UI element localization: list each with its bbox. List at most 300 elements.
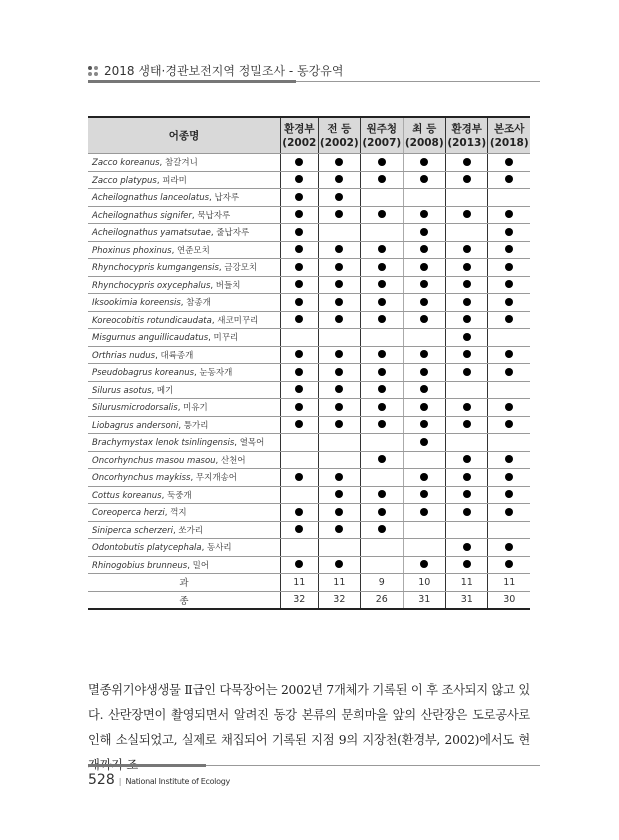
scientific-name: Phoxinus phoxinus	[92, 245, 172, 256]
korean-name: , 산천어	[215, 455, 246, 466]
presence-cell	[446, 171, 488, 189]
table-row	[88, 521, 530, 539]
presence-cell	[281, 241, 319, 259]
running-header-title: 2018 생태·경관보전지역 정밀조사 - 동강유역	[104, 64, 344, 78]
presence-dot-icon	[295, 263, 303, 271]
presence-cell	[488, 329, 530, 347]
presence-dot-icon	[335, 508, 343, 516]
presence-cell	[446, 539, 488, 557]
presence-cell	[488, 154, 530, 172]
presence-dot-icon	[295, 420, 303, 428]
scientific-name: Orthrias nudus	[92, 350, 156, 361]
presence-dot-icon	[463, 315, 471, 323]
species-name-cell	[88, 329, 281, 347]
presence-cell	[318, 329, 360, 347]
presence-cell	[446, 434, 488, 452]
presence-dot-icon	[463, 543, 471, 551]
column-header-source: 전 등 (2002)	[318, 117, 360, 154]
presence-dot-icon	[378, 315, 386, 323]
presence-cell	[403, 486, 445, 504]
presence-cell	[281, 416, 319, 434]
total-value: 11	[488, 574, 530, 592]
presence-cell	[446, 504, 488, 522]
species-name-cell	[88, 486, 281, 504]
presence-cell	[361, 364, 403, 382]
presence-cell	[488, 276, 530, 294]
presence-cell	[488, 486, 530, 504]
species-name-cell	[88, 434, 281, 452]
presence-cell	[318, 521, 360, 539]
presence-cell	[361, 486, 403, 504]
presence-cell	[488, 224, 530, 242]
presence-dot-icon	[295, 228, 303, 236]
presence-cell	[361, 539, 403, 557]
totals-row	[88, 574, 530, 592]
presence-cell	[281, 189, 319, 207]
table-row	[88, 364, 530, 382]
presence-cell	[446, 329, 488, 347]
species-name-cell	[88, 206, 281, 224]
presence-cell	[281, 381, 319, 399]
presence-cell	[403, 399, 445, 417]
scientific-name: Rhynchocypris kumgangensis	[92, 263, 219, 274]
presence-cell	[281, 504, 319, 522]
presence-dot-icon	[505, 298, 513, 306]
korean-name: , 밀어	[187, 560, 210, 571]
total-value: 31	[403, 591, 445, 609]
scientific-name: Koreocobitis rotundicaudata	[92, 315, 212, 326]
presence-cell	[318, 416, 360, 434]
presence-cell	[318, 469, 360, 487]
table-row	[88, 469, 530, 487]
presence-cell	[361, 504, 403, 522]
korean-name: , 퉁가리	[178, 420, 209, 431]
presence-cell	[281, 486, 319, 504]
column-header-source: 원주청 (2007)	[361, 117, 403, 154]
presence-dot-icon	[295, 280, 303, 288]
species-name-cell	[88, 521, 281, 539]
institute-name: National Institute of Ecology	[125, 777, 230, 786]
scientific-name: Coreoperca herzi	[92, 508, 165, 519]
presence-dot-icon	[378, 420, 386, 428]
presence-dot-icon	[335, 315, 343, 323]
species-name-cell	[88, 416, 281, 434]
presence-dot-icon	[335, 263, 343, 271]
presence-dot-icon	[378, 490, 386, 498]
presence-cell	[361, 189, 403, 207]
korean-name: , 묵납자루	[191, 210, 231, 221]
presence-cell	[488, 434, 530, 452]
presence-cell	[318, 556, 360, 574]
total-value: 32	[281, 591, 319, 609]
presence-cell	[446, 399, 488, 417]
table-row	[88, 294, 530, 312]
presence-dot-icon	[335, 525, 343, 533]
presence-cell	[403, 504, 445, 522]
presence-cell	[361, 399, 403, 417]
presence-dot-icon	[335, 280, 343, 288]
presence-cell	[446, 276, 488, 294]
presence-dot-icon	[378, 368, 386, 376]
column-header-source: 환경부 (2002	[281, 117, 319, 154]
presence-cell	[281, 469, 319, 487]
presence-dot-icon	[378, 385, 386, 393]
footer-rule-accent	[88, 764, 206, 767]
presence-dot-icon	[463, 350, 471, 358]
presence-dot-icon	[463, 263, 471, 271]
table-row	[88, 224, 530, 242]
scientific-name: Brachymystax lenok tsinlingensis	[92, 438, 235, 449]
presence-cell	[446, 381, 488, 399]
presence-cell	[281, 206, 319, 224]
presence-cell	[488, 416, 530, 434]
presence-dot-icon	[420, 438, 428, 446]
scientific-name: Pseudobagrus koreanus	[92, 368, 195, 379]
species-name-cell	[88, 259, 281, 277]
column-header-species: 어종명	[88, 117, 281, 154]
korean-name: , 동사리	[201, 543, 232, 554]
species-name-cell	[88, 381, 281, 399]
species-name-cell	[88, 539, 281, 557]
presence-dot-icon	[463, 490, 471, 498]
presence-dot-icon	[295, 350, 303, 358]
presence-cell	[361, 206, 403, 224]
presence-cell	[318, 171, 360, 189]
scientific-name: Silurus asotus	[92, 385, 152, 396]
scientific-name: Zacco platypus	[92, 175, 157, 186]
presence-cell	[361, 416, 403, 434]
presence-dot-icon	[420, 403, 428, 411]
presence-dot-icon	[420, 385, 428, 393]
table-row	[88, 171, 530, 189]
presence-cell	[318, 381, 360, 399]
presence-cell	[488, 346, 530, 364]
presence-cell	[446, 311, 488, 329]
species-name-cell	[88, 224, 281, 242]
scientific-name: Iksookimia koreensis	[92, 298, 181, 309]
totals-row	[88, 591, 530, 609]
presence-cell	[488, 469, 530, 487]
korean-name: , 피라미	[156, 175, 187, 186]
presence-dot-icon	[420, 315, 428, 323]
korean-name: , 둑중개	[161, 490, 192, 501]
footer-separator: |	[118, 777, 122, 786]
presence-cell	[446, 154, 488, 172]
presence-cell	[318, 311, 360, 329]
presence-dot-icon	[505, 263, 513, 271]
presence-dot-icon	[295, 175, 303, 183]
table-row	[88, 416, 530, 434]
presence-dot-icon	[505, 490, 513, 498]
presence-cell	[488, 364, 530, 382]
presence-dot-icon	[378, 525, 386, 533]
table-row	[88, 381, 530, 399]
korean-name: , 줄납자루	[210, 228, 250, 239]
presence-dot-icon	[505, 158, 513, 166]
presence-dot-icon	[295, 158, 303, 166]
total-value: 11	[281, 574, 319, 592]
korean-name: , 무지개송어	[190, 473, 237, 484]
korean-name: , 열목어	[234, 438, 265, 449]
scientific-name: Odontobutis platycephala	[92, 543, 202, 554]
presence-cell	[361, 241, 403, 259]
presence-cell	[403, 224, 445, 242]
presence-dot-icon	[505, 368, 513, 376]
species-name-cell	[88, 189, 281, 207]
table-row	[88, 259, 530, 277]
korean-name: , 버들치	[210, 280, 241, 291]
presence-dot-icon	[463, 333, 471, 341]
presence-cell	[361, 434, 403, 452]
presence-cell	[446, 224, 488, 242]
scientific-name: Rhynchocypris oxycephalus	[92, 280, 211, 291]
presence-dot-icon	[463, 403, 471, 411]
presence-dot-icon	[420, 490, 428, 498]
presence-cell	[403, 259, 445, 277]
presence-cell	[403, 539, 445, 557]
header-rule-accent	[88, 80, 296, 83]
table-row	[88, 504, 530, 522]
presence-dot-icon	[505, 543, 513, 551]
presence-cell	[318, 241, 360, 259]
presence-cell	[403, 154, 445, 172]
presence-cell	[361, 521, 403, 539]
column-header-source: 본조사 (2018)	[488, 117, 530, 154]
presence-dot-icon	[420, 245, 428, 253]
presence-cell	[281, 224, 319, 242]
presence-cell	[361, 451, 403, 469]
bullet-dots-icon	[88, 66, 98, 76]
presence-dot-icon	[463, 508, 471, 516]
presence-dot-icon	[463, 368, 471, 376]
presence-cell	[281, 276, 319, 294]
presence-cell	[403, 364, 445, 382]
korean-name: , 미꾸리	[208, 333, 239, 344]
presence-dot-icon	[463, 473, 471, 481]
table-row	[88, 346, 530, 364]
species-name-cell	[88, 399, 281, 417]
table-row	[88, 539, 530, 557]
presence-cell	[446, 259, 488, 277]
presence-dot-icon	[335, 193, 343, 201]
presence-dot-icon	[505, 508, 513, 516]
presence-dot-icon	[378, 280, 386, 288]
table-row	[88, 241, 530, 259]
presence-dot-icon	[378, 210, 386, 218]
korean-name: , 참종개	[180, 298, 211, 309]
body-paragraph: 멸종위기야생생물 Ⅱ급인 다묵장어는 2002년 7개체가 기록된 이 후 조사되지 않고 있다. 산란장면이 촬영되면서 알려진 동강 본류의 문희마을 앞의 산란장은 도로공사로 인해 소실되었고, 실제로 채집되어 기록된 지점 9의 지장천(환경부, 2002)에서도 현	[88, 683, 530, 747]
presence-dot-icon	[335, 158, 343, 166]
scientific-name: Acheilognathus lanceolatus	[92, 193, 210, 204]
presence-cell	[488, 294, 530, 312]
presence-dot-icon	[295, 560, 303, 568]
column-header-source: 최 등 (2008)	[403, 117, 445, 154]
presence-cell	[488, 241, 530, 259]
fish-species-table	[88, 116, 530, 610]
presence-dot-icon	[295, 508, 303, 516]
presence-cell	[403, 329, 445, 347]
presence-cell	[281, 556, 319, 574]
presence-dot-icon	[378, 245, 386, 253]
species-name-cell	[88, 241, 281, 259]
presence-cell	[488, 311, 530, 329]
totals-label: 과	[88, 574, 281, 592]
presence-cell	[488, 399, 530, 417]
presence-cell	[318, 504, 360, 522]
presence-dot-icon	[420, 175, 428, 183]
presence-cell	[403, 171, 445, 189]
presence-cell	[488, 189, 530, 207]
korean-name: , 미유기	[177, 403, 208, 414]
presence-cell	[318, 259, 360, 277]
total-value: 30	[488, 591, 530, 609]
running-header	[88, 62, 343, 79]
presence-dot-icon	[505, 473, 513, 481]
presence-dot-icon	[420, 158, 428, 166]
presence-cell	[281, 364, 319, 382]
presence-cell	[446, 294, 488, 312]
presence-dot-icon	[378, 350, 386, 358]
table-row	[88, 329, 530, 347]
presence-cell	[403, 241, 445, 259]
presence-dot-icon	[420, 210, 428, 218]
presence-dot-icon	[335, 350, 343, 358]
presence-dot-icon	[335, 490, 343, 498]
total-value: 11	[318, 574, 360, 592]
presence-cell	[361, 294, 403, 312]
totals-label: 종	[88, 591, 281, 609]
table-header-row	[88, 117, 530, 154]
presence-cell	[446, 364, 488, 382]
presence-cell	[281, 399, 319, 417]
presence-dot-icon	[335, 403, 343, 411]
presence-cell	[281, 539, 319, 557]
presence-dot-icon	[378, 263, 386, 271]
presence-cell	[403, 451, 445, 469]
presence-cell	[488, 539, 530, 557]
presence-cell	[488, 451, 530, 469]
species-name-cell	[88, 311, 281, 329]
presence-cell	[318, 399, 360, 417]
presence-cell	[403, 434, 445, 452]
presence-dot-icon	[505, 228, 513, 236]
presence-cell	[318, 189, 360, 207]
presence-cell	[488, 259, 530, 277]
presence-dot-icon	[295, 525, 303, 533]
presence-dot-icon	[378, 508, 386, 516]
presence-cell	[361, 556, 403, 574]
presence-cell	[281, 171, 319, 189]
presence-dot-icon	[295, 473, 303, 481]
species-name-cell	[88, 364, 281, 382]
presence-cell	[403, 206, 445, 224]
korean-name: , 쏘가리	[172, 525, 204, 536]
presence-dot-icon	[505, 175, 513, 183]
presence-dot-icon	[463, 298, 471, 306]
presence-dot-icon	[420, 560, 428, 568]
presence-cell	[361, 276, 403, 294]
presence-dot-icon	[420, 298, 428, 306]
presence-cell	[403, 469, 445, 487]
presence-cell	[488, 556, 530, 574]
presence-dot-icon	[295, 403, 303, 411]
presence-cell	[361, 259, 403, 277]
presence-dot-icon	[463, 210, 471, 218]
presence-dot-icon	[420, 473, 428, 481]
presence-dot-icon	[505, 350, 513, 358]
presence-dot-icon	[420, 508, 428, 516]
presence-cell	[318, 434, 360, 452]
presence-cell	[488, 381, 530, 399]
total-value: 32	[318, 591, 360, 609]
presence-cell	[318, 154, 360, 172]
presence-dot-icon	[420, 350, 428, 358]
korean-name: , 참갈겨니	[159, 158, 198, 169]
presence-dot-icon	[505, 420, 513, 428]
presence-cell	[488, 521, 530, 539]
presence-cell	[318, 294, 360, 312]
presence-cell	[361, 171, 403, 189]
korean-name: , 눈동자개	[194, 368, 233, 379]
presence-dot-icon	[463, 420, 471, 428]
presence-dot-icon	[505, 403, 513, 411]
presence-cell	[281, 294, 319, 312]
presence-cell	[281, 451, 319, 469]
presence-dot-icon	[378, 298, 386, 306]
table-row	[88, 451, 530, 469]
presence-cell	[446, 486, 488, 504]
presence-dot-icon	[335, 385, 343, 393]
presence-dot-icon	[463, 175, 471, 183]
page-number: 528	[88, 772, 115, 788]
table-row	[88, 189, 530, 207]
presence-dot-icon	[295, 210, 303, 218]
scientific-name: Siniperca scherzeri	[92, 525, 173, 536]
table-row	[88, 154, 530, 172]
scientific-name: Liobagrus andersoni	[92, 420, 179, 431]
presence-cell	[446, 451, 488, 469]
presence-cell	[446, 556, 488, 574]
presence-dot-icon	[295, 298, 303, 306]
presence-cell	[403, 311, 445, 329]
presence-cell	[446, 189, 488, 207]
table-row	[88, 486, 530, 504]
presence-dot-icon	[295, 245, 303, 253]
presence-cell	[318, 206, 360, 224]
presence-cell	[281, 259, 319, 277]
total-value: 26	[361, 591, 403, 609]
presence-cell	[361, 329, 403, 347]
presence-cell	[403, 276, 445, 294]
presence-dot-icon	[505, 280, 513, 288]
species-name-cell	[88, 154, 281, 172]
presence-cell	[446, 206, 488, 224]
presence-cell	[361, 154, 403, 172]
presence-dot-icon	[463, 158, 471, 166]
total-value: 10	[403, 574, 445, 592]
presence-cell	[403, 521, 445, 539]
presence-dot-icon	[378, 158, 386, 166]
scientific-name: Silurusmicrodorsalis	[92, 403, 178, 414]
presence-cell	[446, 521, 488, 539]
korean-name: , 대륙종개	[155, 350, 194, 361]
presence-dot-icon	[295, 368, 303, 376]
scientific-name: Oncorhynchus masou masou	[92, 455, 216, 466]
presence-cell	[361, 346, 403, 364]
table-row	[88, 311, 530, 329]
presence-dot-icon	[420, 420, 428, 428]
species-name-cell	[88, 469, 281, 487]
